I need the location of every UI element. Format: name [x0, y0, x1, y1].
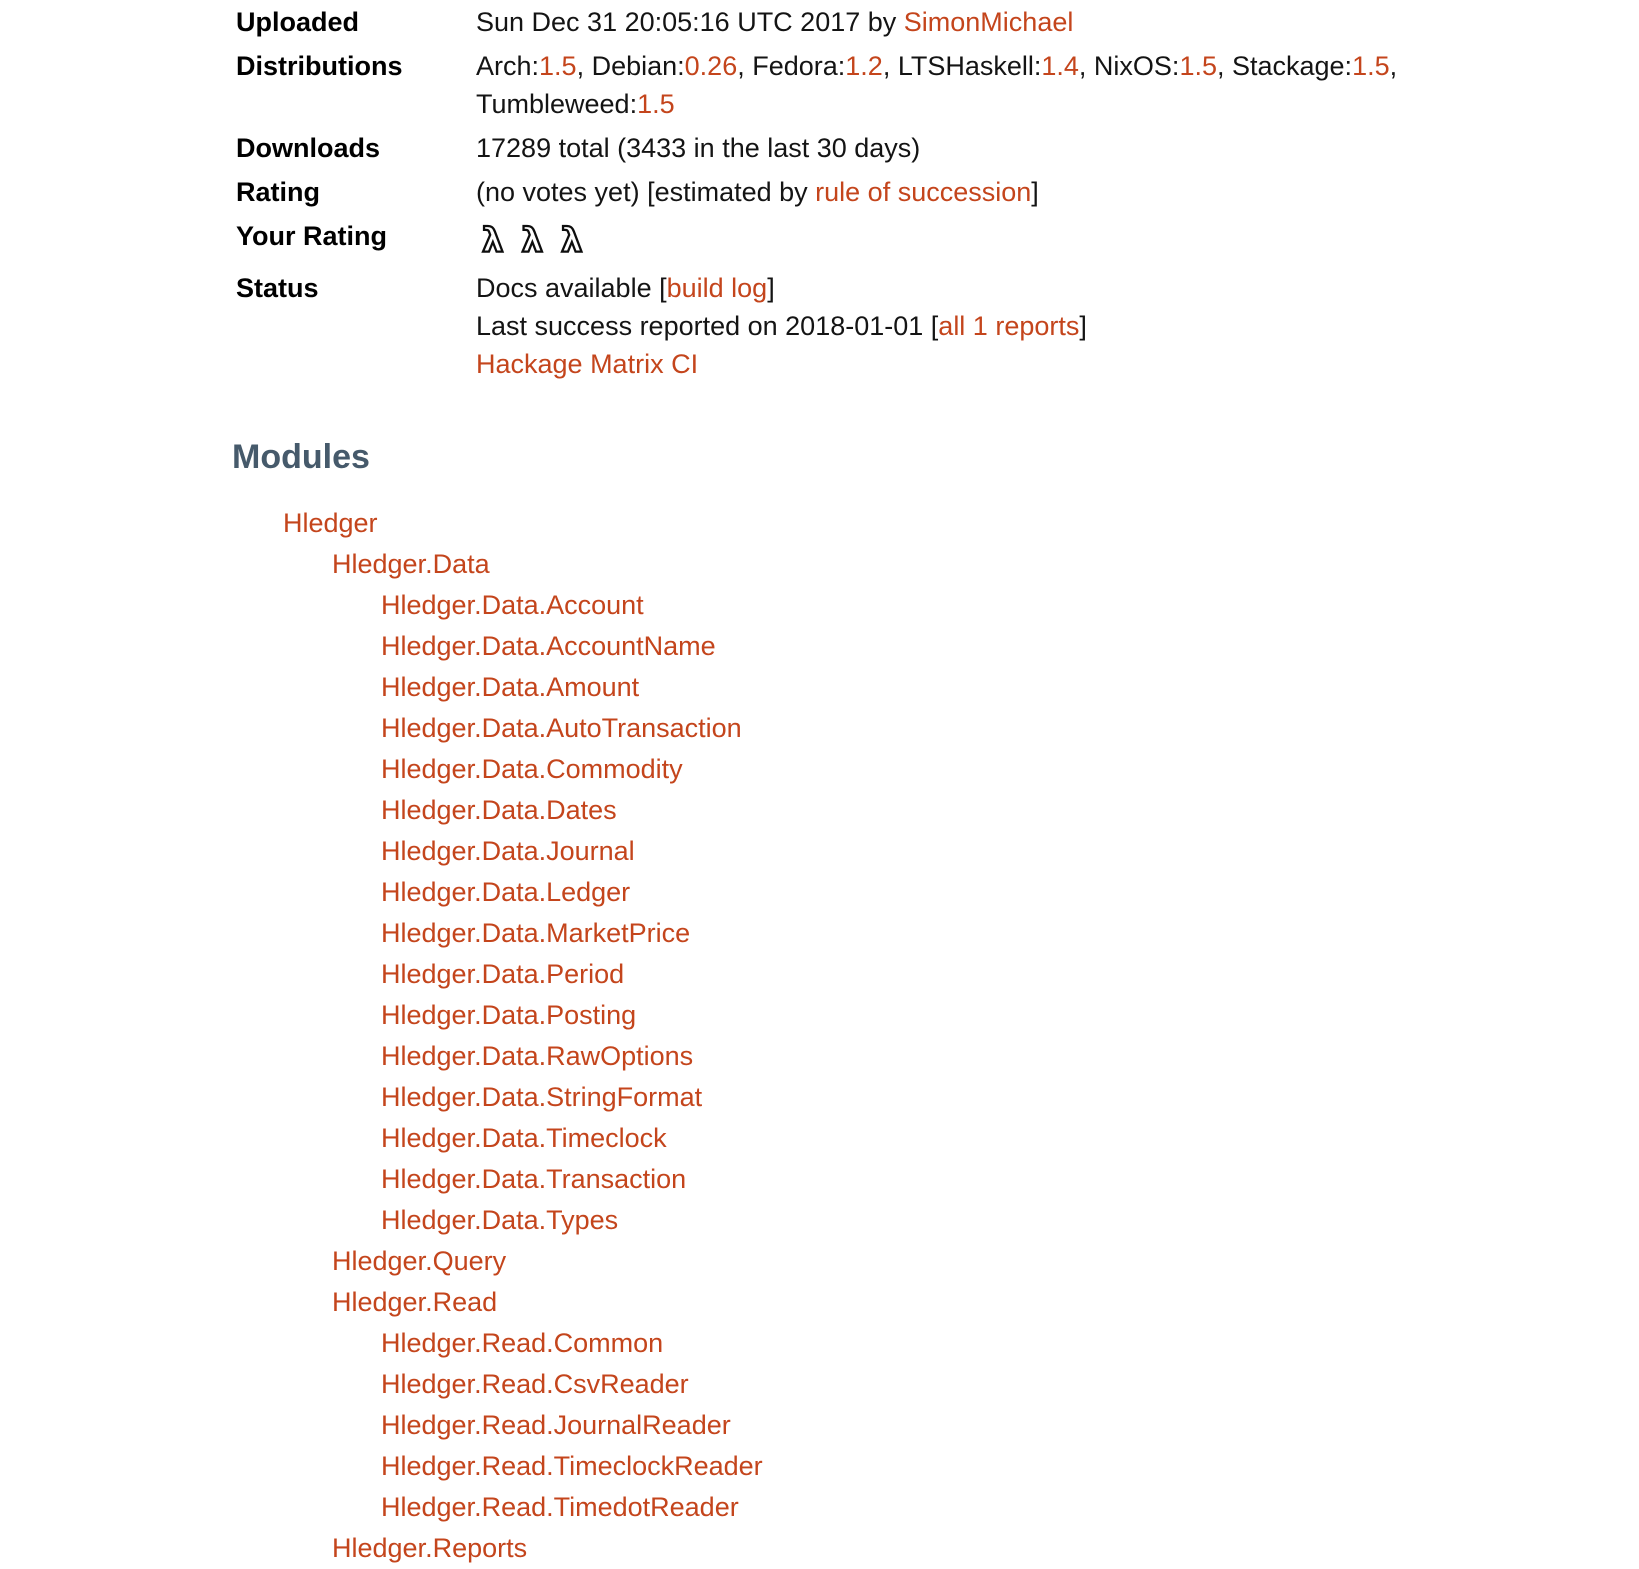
tumbleweed-version-link[interactable]: 1.5 — [637, 89, 675, 119]
module-link[interactable]: Hledger.Data.Posting — [381, 1000, 637, 1030]
stackage-version-link[interactable]: 1.5 — [1352, 51, 1390, 81]
module-link[interactable]: Hledger.Data.AutoTransaction — [381, 713, 742, 743]
module-item — [381, 1036, 1639, 1077]
text-segment: (no votes yet) [estimated by — [476, 177, 816, 207]
property-value-line — [476, 345, 1087, 383]
module-list — [332, 585, 1639, 1241]
text-segment: 17289 total (3433 in the last 30 days) — [476, 133, 921, 163]
property-value — [476, 269, 1087, 383]
module-item — [381, 708, 1639, 749]
module-link[interactable]: Hledger.Data.RawOptions — [381, 1041, 694, 1071]
module-link[interactable]: Hledger.Query — [332, 1246, 507, 1276]
text-segment: , Debian: — [576, 51, 685, 81]
module-link[interactable]: Hledger.Data.Period — [381, 959, 625, 989]
ltshaskell-version-link[interactable]: 1.4 — [1041, 51, 1079, 81]
uploader-link[interactable]: SimonMichael — [903, 7, 1074, 37]
module-list — [283, 544, 1639, 1569]
module-item — [381, 1200, 1639, 1241]
module-link[interactable]: Hledger.Data.AccountName — [381, 631, 716, 661]
module-item — [283, 503, 1639, 1569]
module-item — [381, 790, 1639, 831]
module-item — [381, 872, 1639, 913]
module-item — [381, 667, 1639, 708]
rating-lambda-icon[interactable]: λ — [521, 221, 544, 261]
module-tree — [236, 503, 1639, 1569]
module-item — [381, 1159, 1639, 1200]
debian-version-link[interactable]: 0.26 — [684, 51, 738, 81]
property-row — [236, 173, 1639, 211]
all-reports-link[interactable]: all 1 reports — [938, 311, 1080, 341]
text-segment: , NixOS: — [1078, 51, 1180, 81]
module-item — [381, 995, 1639, 1036]
module-link[interactable]: Hledger.Reports — [332, 1533, 528, 1563]
module-item — [381, 749, 1639, 790]
text-segment: Arch: — [476, 51, 540, 81]
module-link[interactable]: Hledger.Data.Types — [381, 1205, 619, 1235]
module-link[interactable]: Hledger — [283, 508, 378, 538]
text-segment: , Stackage: — [1216, 51, 1353, 81]
module-list — [332, 1323, 1639, 1528]
property-value — [476, 129, 920, 167]
module-link[interactable]: Hledger.Data.Amount — [381, 672, 640, 702]
property-row — [236, 3, 1639, 41]
fedora-version-link[interactable]: 1.2 — [845, 51, 883, 81]
build-log-link[interactable]: build log — [666, 273, 768, 303]
property-row — [236, 269, 1639, 383]
property-row — [236, 47, 1639, 123]
module-item — [381, 954, 1639, 995]
property-label: Downloads — [236, 133, 381, 163]
module-link[interactable]: Hledger.Data.Commodity — [381, 754, 683, 784]
module-item — [381, 1077, 1639, 1118]
property-label: Rating — [236, 177, 320, 207]
nixos-version-link[interactable]: 1.5 — [1179, 51, 1217, 81]
property-label: Uploaded — [236, 7, 360, 37]
module-item — [332, 544, 1639, 1241]
module-link[interactable]: Hledger.Read.Common — [381, 1328, 664, 1358]
modules-heading: Modules — [232, 438, 370, 476]
module-link[interactable]: Hledger.Data.MarketPrice — [381, 918, 691, 948]
text-segment: , Tumbleweed: — [476, 51, 1398, 119]
text-segment: ] — [1031, 177, 1039, 207]
property-value-line — [476, 129, 920, 167]
module-item — [381, 626, 1639, 667]
arch-version-link[interactable]: 1.5 — [539, 51, 577, 81]
property-row — [236, 217, 1639, 263]
hackage-matrix-ci-link[interactable]: Hackage Matrix CI — [476, 349, 699, 379]
module-link[interactable]: Hledger.Read.TimedotReader — [381, 1492, 739, 1522]
property-row — [236, 129, 1639, 167]
property-value — [476, 3, 1073, 41]
module-link[interactable]: Hledger.Data.Account — [381, 590, 644, 620]
text-segment: Last success reported on 2018-01-01 [ — [476, 311, 939, 341]
module-item — [381, 1487, 1639, 1528]
module-item — [381, 831, 1639, 872]
property-value — [476, 47, 1506, 123]
property-value-line — [476, 3, 1073, 41]
text-segment: ] — [767, 273, 775, 303]
property-label: Distributions — [236, 51, 403, 81]
module-link[interactable]: Hledger.Data.Transaction — [381, 1164, 687, 1194]
module-link[interactable]: Hledger.Data.StringFormat — [381, 1082, 703, 1112]
property-value-line — [476, 269, 1087, 307]
module-list — [236, 503, 1639, 1569]
module-item — [332, 1241, 1639, 1282]
module-item — [381, 913, 1639, 954]
module-link[interactable]: Hledger.Read.CsvReader — [381, 1369, 689, 1399]
module-item — [381, 1118, 1639, 1159]
property-value-line — [476, 307, 1087, 345]
module-link[interactable]: Hledger.Read.JournalReader — [381, 1410, 731, 1440]
rule-of-succession-link[interactable]: rule of succession — [815, 177, 1032, 207]
text-segment: , Fedora: — [737, 51, 846, 81]
module-item — [381, 1446, 1639, 1487]
module-item — [332, 1282, 1639, 1528]
module-link[interactable]: Hledger.Data.Journal — [381, 836, 635, 866]
properties-list — [236, 3, 1639, 383]
text-segment: , LTSHaskell: — [882, 51, 1042, 81]
property-label: Status — [236, 273, 319, 303]
module-item — [381, 1405, 1639, 1446]
module-link[interactable]: Hledger.Read.TimeclockReader — [381, 1451, 763, 1481]
rating-lambda-icon[interactable]: λ — [482, 221, 504, 261]
module-link[interactable]: Hledger.Data.Ledger — [381, 877, 631, 907]
property-value-line — [476, 47, 1506, 123]
property-value — [476, 173, 1039, 211]
module-item — [381, 1364, 1639, 1405]
module-item — [381, 1323, 1639, 1364]
property-value-line — [476, 173, 1039, 211]
module-item — [381, 585, 1639, 626]
module-link[interactable]: Hledger.Data.Dates — [381, 795, 617, 825]
rating-lambda-icon[interactable]: λ — [561, 221, 583, 261]
module-link[interactable]: Hledger.Data — [332, 549, 490, 579]
module-link[interactable]: Hledger.Data.Timeclock — [381, 1123, 667, 1153]
text-segment: Sun Dec 31 20:05:16 UTC 2017 by — [476, 7, 904, 37]
property-value — [476, 217, 583, 263]
module-item — [332, 1528, 1639, 1569]
property-label: Your Rating — [236, 221, 387, 251]
module-link[interactable]: Hledger.Read — [332, 1287, 498, 1317]
text-segment: Docs available [ — [476, 273, 667, 303]
text-segment: ] — [1079, 311, 1087, 341]
